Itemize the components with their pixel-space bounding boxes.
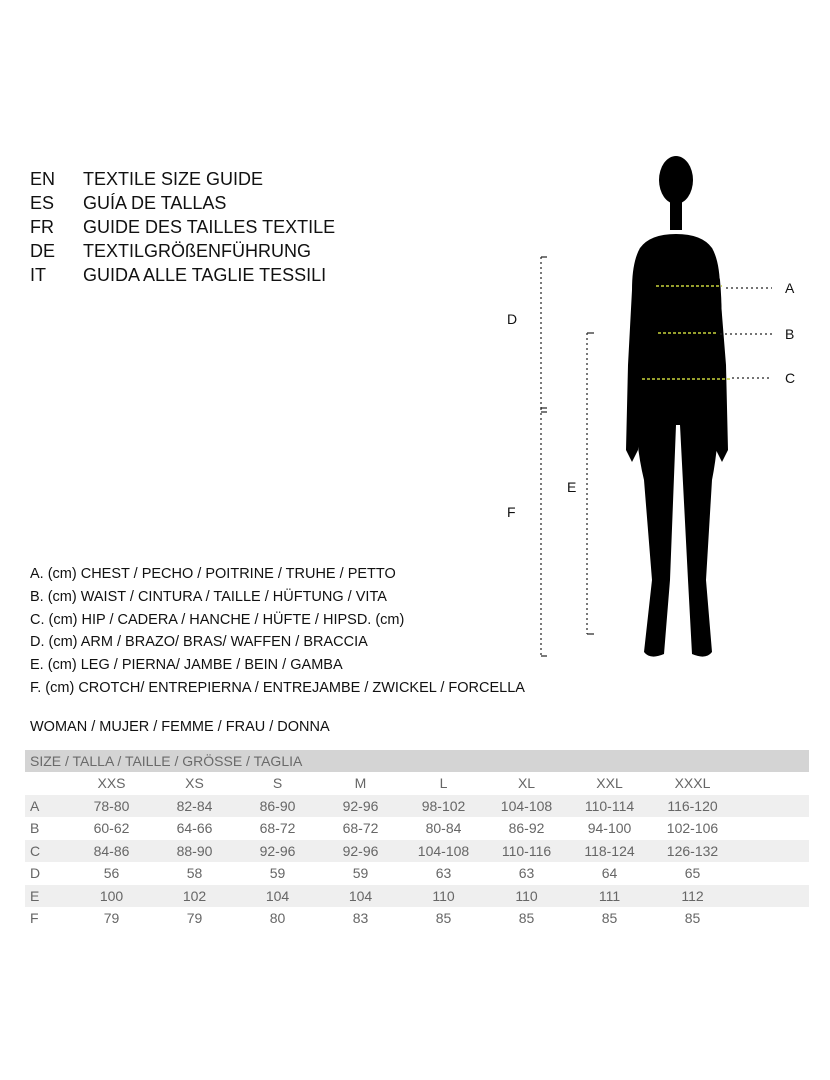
language-code: ES [30, 193, 55, 213]
label-d: D [507, 311, 518, 327]
table-cell: 56 [103, 865, 120, 881]
table-cell: 63 [435, 865, 452, 881]
size-header: XXL [596, 775, 623, 791]
table-cell: 85 [518, 910, 535, 926]
woman-silhouette-diagram [500, 150, 820, 670]
woman-silhouette-icon [626, 156, 728, 657]
crotch-bracket-f [541, 408, 547, 656]
size-header: XL [517, 775, 536, 791]
title-block [30, 167, 335, 287]
table-cell: 82-84 [176, 797, 213, 814]
table-cell: 104-108 [417, 842, 470, 859]
guide-title: GUIDE DES TAILLES TEXTILE [83, 217, 336, 237]
table-cell: 59 [352, 865, 369, 881]
table-cell: 85 [684, 910, 701, 926]
title-row-it [30, 263, 335, 287]
size-header: XXXL [674, 775, 711, 791]
table-header: SIZE / TALLA / TAILLE / GRÖSSE / TAGLIA [25, 750, 809, 772]
label-e: E [567, 479, 577, 495]
table-cell: 110 [515, 887, 538, 904]
language-code: FR [30, 217, 54, 237]
table-cell: 85 [435, 910, 452, 926]
legend-item: D. (cm) ARM / BRAZO/ BRAS/ WAFFEN / BRACCIA [30, 634, 368, 651]
guide-title: GUÍA DE TALLAS [83, 193, 227, 213]
size-header: XXS [97, 775, 126, 791]
table-cell: 116-120 [667, 797, 718, 814]
size-table [25, 750, 809, 930]
table-cell: 102 [182, 887, 207, 904]
label-a: A [785, 280, 795, 296]
title-row-de [30, 239, 335, 263]
table-cell: 64-66 [176, 820, 213, 836]
table-cell: 110 [432, 887, 455, 904]
table-cell: 58 [186, 865, 203, 881]
guide-title: TEXTILGRÖßENFÜHRUNG [83, 241, 312, 261]
table-cell: 65 [684, 865, 701, 881]
row-label: D [30, 865, 41, 881]
table-body [25, 795, 809, 930]
table-cell: 110-116 [501, 842, 552, 859]
legend-item: B. (cm) WAIST / CINTURA / TAILLE / HÜFTUNG / VITA [30, 588, 387, 605]
table-row [25, 885, 809, 908]
table-cell: 110-114 [584, 797, 635, 814]
guide-title: GUIDA ALLE TAGLIE TESSILI [83, 265, 327, 285]
size-header-row [25, 772, 809, 795]
table-cell: 88-90 [176, 842, 213, 859]
table-cell: 104 [265, 887, 290, 904]
table-row [25, 862, 809, 885]
size-header: M [354, 775, 367, 791]
table-cell: 100 [99, 887, 124, 904]
title-row-es [30, 191, 335, 215]
label-c: C [785, 370, 796, 386]
table-cell: 86-90 [259, 797, 296, 814]
legend-item: A. (cm) CHEST / PECHO / POITRINE / TRUHE / PETTO [30, 566, 396, 582]
table-cell: 84-86 [93, 842, 130, 859]
guide-title: TEXTILE SIZE GUIDE [83, 169, 264, 189]
label-f: F [507, 504, 516, 520]
table-cell: 104-108 [500, 797, 553, 814]
table-cell: 92-96 [342, 842, 379, 859]
size-header: L [439, 775, 448, 791]
table-cell: 102-106 [666, 820, 719, 836]
table-cell: 83 [352, 910, 369, 926]
table-cell: 111 [598, 887, 621, 904]
table-cell: 94-100 [587, 820, 632, 836]
row-label: A [30, 797, 40, 814]
table-cell: 92-96 [259, 842, 296, 859]
table-cell: 112 [681, 887, 704, 904]
size-header: XS [185, 775, 204, 791]
table-cell: 79 [103, 910, 120, 926]
table-row [25, 907, 809, 930]
row-label: E [30, 887, 40, 904]
table-row [25, 795, 809, 818]
table-cell: 59 [269, 865, 286, 881]
table-cell: 63 [518, 865, 535, 881]
table-cell: 79 [186, 910, 203, 926]
leg-bracket-e [587, 333, 594, 634]
legend-item: F. (cm) CROTCH/ ENTREPIERNA / ENTREJAMBE / ZWICKEL / FORCELLA [30, 679, 525, 696]
language-code: EN [30, 169, 56, 189]
label-b: B [785, 326, 795, 342]
table-row [25, 817, 809, 840]
row-label: B [30, 820, 40, 836]
language-code: DE [30, 241, 56, 261]
legend-item: C. (cm) HIP / CADERA / HANCHE / HÜFTE / HIPSD. (cm) [30, 611, 405, 628]
table-cell: 64 [601, 865, 618, 881]
table-cell: 68-72 [259, 820, 296, 836]
table-cell: 68-72 [342, 820, 379, 836]
row-label: F [30, 910, 39, 926]
table-cell: 80 [269, 910, 286, 926]
legend-item: E. (cm) LEG / PIERNA/ JAMBE / BEIN / GAMBA [30, 657, 343, 674]
row-label [25, 772, 70, 795]
table-cell: 86-92 [508, 820, 545, 836]
title-row-fr [30, 215, 335, 239]
table-cell: 104 [348, 887, 373, 904]
table-cell: 126-132 [666, 842, 719, 859]
gender-heading: WOMAN / MUJER / FEMME / FRAU / DONNA [30, 719, 330, 735]
table-row [25, 840, 809, 863]
table-cell: 92-96 [342, 797, 379, 814]
table-cell: 78-80 [93, 797, 130, 814]
measurement-legend [30, 563, 525, 700]
table-cell: 85 [601, 910, 618, 926]
size-header: S [272, 775, 283, 791]
table-cell: 80-84 [425, 820, 462, 836]
arm-bracket-d [541, 257, 547, 412]
row-label: C [30, 842, 41, 859]
title-row-en [30, 167, 335, 191]
table-cell: 98-102 [421, 797, 466, 814]
table-cell: 118-124 [584, 842, 635, 859]
measurement-figure [500, 150, 820, 670]
table-cell: 60-62 [93, 820, 130, 836]
language-code: IT [30, 265, 46, 285]
